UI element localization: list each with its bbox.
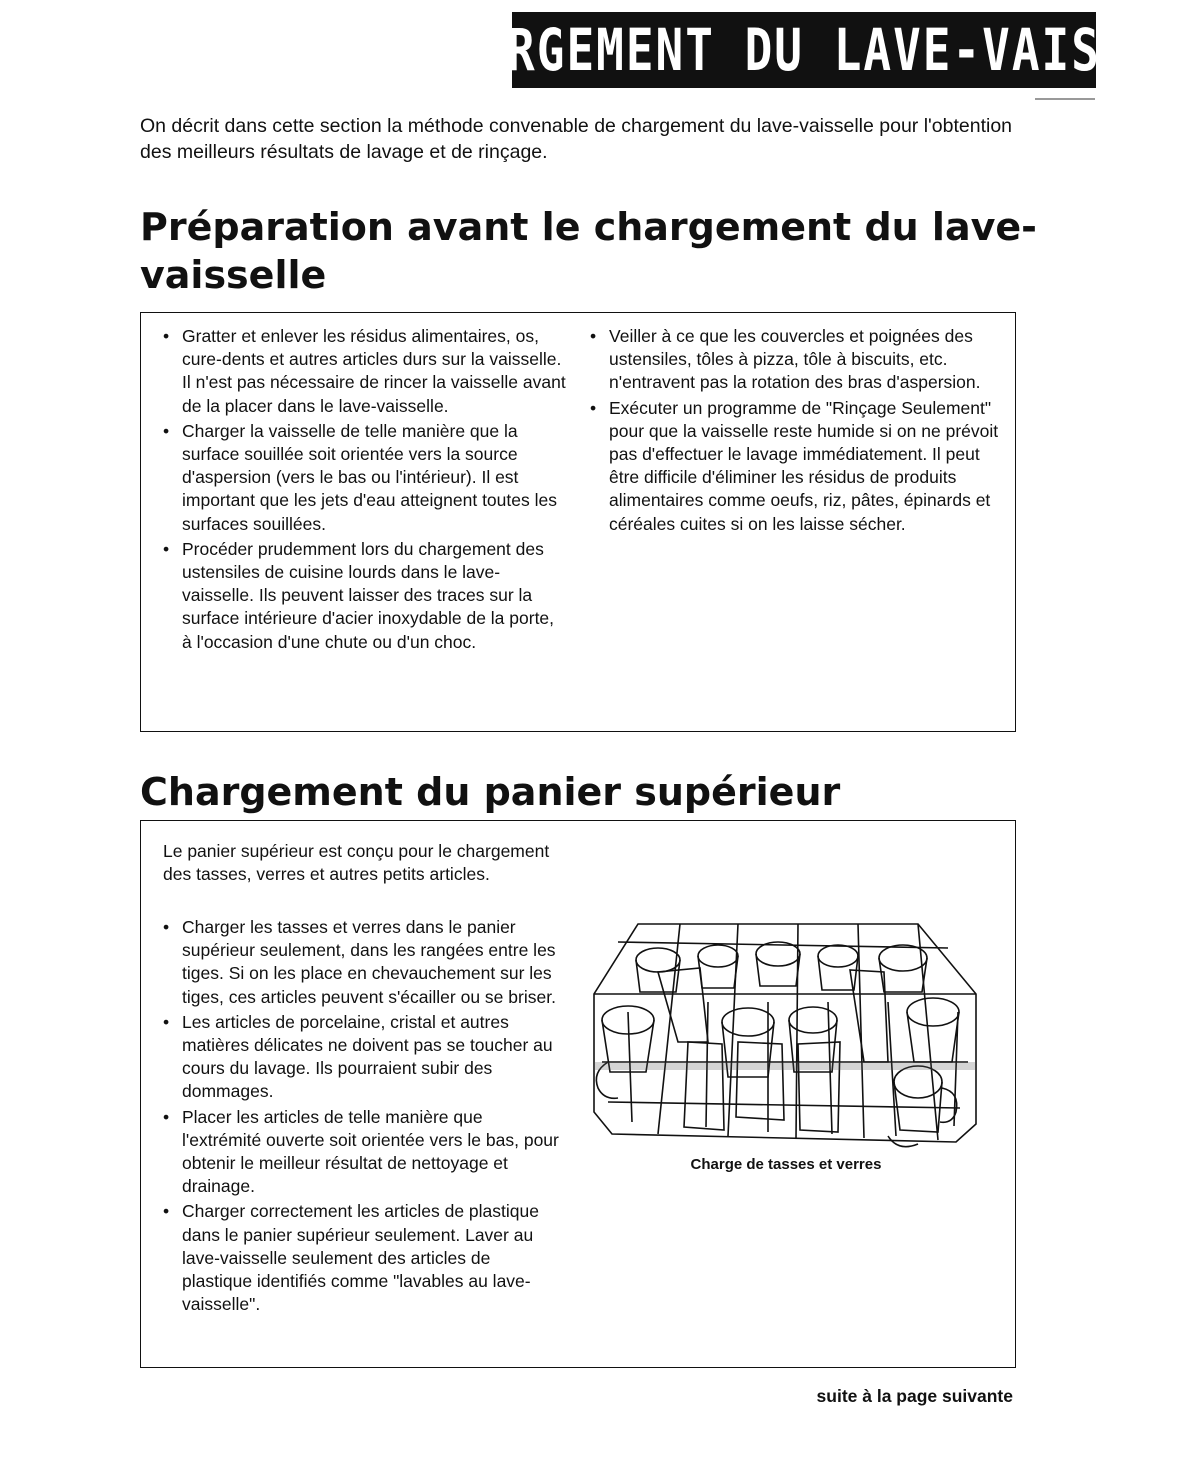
intro-paragraph: On décrit dans cette section la méthode convenable de chargement du lave-vaisselle pour l'obtention des meilleurs résultats de lavage et de rinçage.: [140, 115, 1013, 163]
bullet-icon: •: [163, 538, 170, 559]
upper-rack-list: [163, 916, 563, 1318]
bullet-icon: •: [163, 1106, 170, 1127]
bullet-icon: •: [163, 420, 170, 441]
heading-upper-rack: Chargement du panier supérieur: [140, 770, 841, 814]
figure-caption: Charge de tasses et verres: [690, 1156, 882, 1173]
list-item: • Charger correctement les articles de plastique dans le panier supérieur seulement. Laver au lave-vaisselle seulement des articles de plastique identifiés comme "lavables au lave-vaisselle".: [163, 1201, 539, 1315]
heading-preparation: Préparation avant le chargement du lave-vaisselle: [140, 205, 1037, 297]
list-item: • Gratter et enlever les résidus alimentaires, os, cure-dents et autres articles durs sur la vaisselle. Il n'est pas nécessaire de rincer la vaisselle avant de la placer dans le lave-vaisselle.: [163, 326, 566, 416]
bullet-icon: •: [163, 326, 170, 346]
continued-note: suite à la page suivante: [816, 1386, 1013, 1406]
section-banner: [417, 12, 1190, 88]
list-item: • Charger la vaisselle de telle manière que la surface souillée soit orientée vers la source d'aspersion (vers le bas ou l'intérieur). Il est important que les jets d'eau atteignent toutes les surfaces souillées.: [163, 420, 557, 534]
bullet-icon: •: [163, 917, 170, 937]
bullet-icon: •: [590, 397, 597, 418]
dish-rack-icon: [588, 912, 980, 1152]
bullet-icon: •: [163, 1201, 170, 1222]
bullet-icon: •: [590, 326, 597, 346]
list-item: • Exécuter un programme de "Rinçage Seulement" pour que la vaisselle reste humide si on ne prévoit pas d'effectuer le lavage immédiatement. Il peut être difficile d'éliminer les résidus de produits alimentaires comme oeufs, riz, pâtes, épinards et céréales cuites si on les laisse sécher.: [590, 397, 999, 534]
list-item: • Charger les tasses et verres dans le panier supérieur seulement, dans les rangées entre les tiges. Si on les place en chevauchement sur les tiges, ces articles peuvent s'écailler ou se briser.: [163, 917, 556, 1007]
dish-rack-illustration: [588, 912, 980, 1152]
upper-rack-intro: Le panier supérieur est conçu pour le chargement des tasses, verres et autres petits articles.: [163, 841, 550, 885]
list-item: • Les articles de porcelaine, cristal et autres matières délicates ne doivent pas se toucher au cours du lavage. Ils pourraient subir des dommages.: [163, 1011, 553, 1102]
banner-rule: [1035, 98, 1095, 100]
preparation-list-right: [590, 325, 1000, 538]
banner-title: CHARGEMENT DU LAVE-VAISSEL: [417, 16, 1190, 84]
list-item: • Placer les articles de telle manière que l'extrémité ouverte soit orientée vers le bas, pour obtenir le meilleur résultat de nettoyage et drainage.: [163, 1106, 559, 1197]
preparation-list-left: [163, 325, 568, 656]
bullet-icon: •: [163, 1011, 170, 1032]
list-item: • Procéder prudemment lors du chargement des ustensiles de cuisine lourds dans le lave-vaisselle. Ils peuvent laisser des traces sur la surface intérieure d'acier inoxydable de la porte, à l'occasion d'une chute ou d'un choc.: [163, 538, 555, 652]
list-item: • Veiller à ce que les couvercles et poignées des ustensiles, tôles à pizza, tôle à biscuits, etc. n'entravent pas la rotation des bras d'aspersion.: [590, 326, 981, 393]
